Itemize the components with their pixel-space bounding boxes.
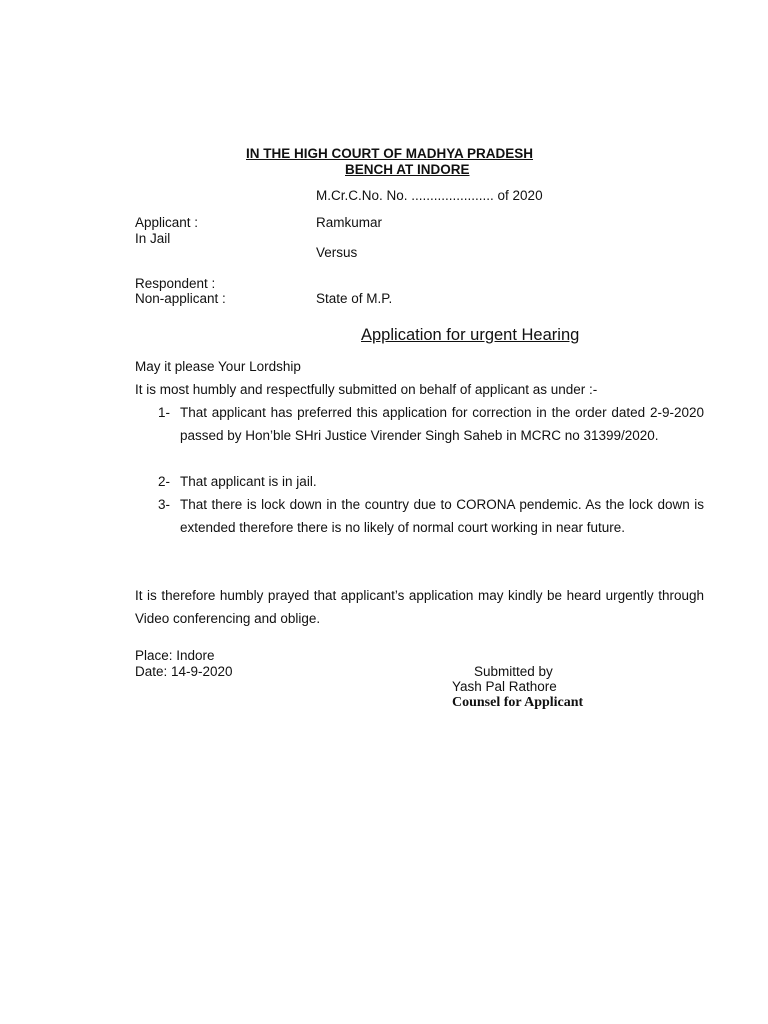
point-text: That applicant has preferred this application for correction in the order dated 2-9-2020 passed by Hon’ble SHri Justice Virender Singh Saheb in MCRC no 31399/2020. [180, 405, 704, 443]
counsel-name: Yash Pal Rathore [452, 679, 557, 694]
application-title: Application for urgent Hearing [361, 326, 580, 344]
court-bench: BENCH AT INDORE [345, 162, 470, 177]
intro-text: It is most humbly and respectfully submitted on behalf of applicant as under :- [135, 382, 598, 397]
non-applicant-label: Non-applicant : [135, 291, 226, 306]
date-text: Date: 14-9-2020 [135, 664, 233, 679]
point-text: That there is lock down in the country due to CORONA pendemic. As the lock down is extended therefore there is no likely of normal court working in near future. [180, 497, 704, 535]
prayer-text: It is therefore humbly prayed that applicant’s application may kindly be heard urgently through Video conferencing and oblige. [135, 588, 704, 626]
court-name: IN THE HIGH COURT OF MADHYA PRADESH [246, 146, 534, 161]
versus-text: Versus [316, 245, 358, 260]
case-number: M.Cr.C.No. No. ...................... of 2020 [316, 188, 543, 203]
applicant-status: In Jail [135, 231, 171, 246]
applicant-label: Applicant : [135, 215, 199, 230]
point-number: 1- [158, 405, 171, 420]
place-text: Place: Indore [135, 648, 215, 663]
salutation: May it please Your Lordship [135, 359, 301, 374]
submitted-by-text: Submitted by [474, 664, 553, 679]
point-text: That applicant is in jail. [180, 474, 317, 489]
point-number: 3- [158, 497, 171, 512]
respondent-label: Respondent : [135, 276, 216, 291]
respondent-name: State of M.P. [316, 291, 393, 306]
point-number: 2- [158, 474, 171, 489]
applicant-name: Ramkumar [316, 215, 383, 230]
counsel-role: Counsel for Applicant [452, 695, 584, 710]
